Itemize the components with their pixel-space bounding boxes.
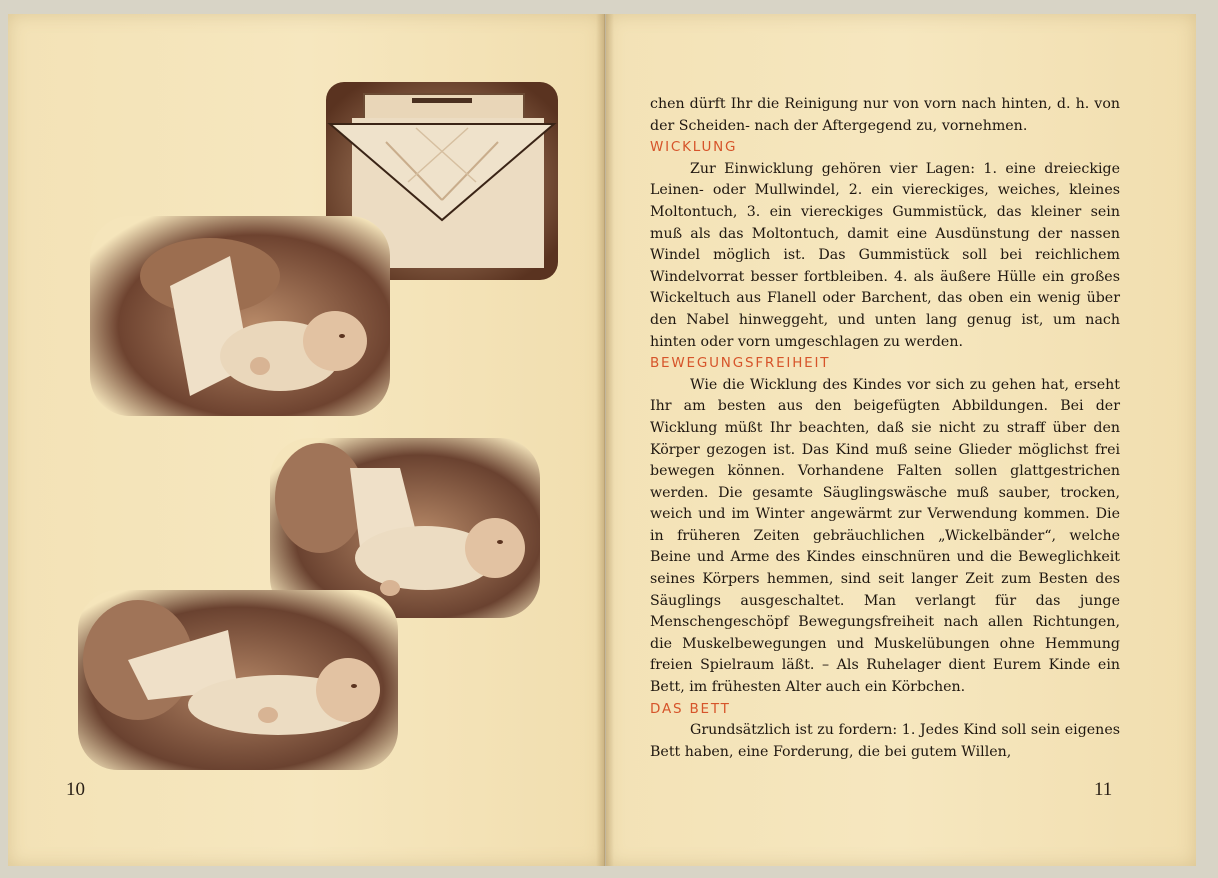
heading-bewegungsfreiheit: BEWEGUNGSFREIHEIT	[650, 355, 831, 372]
page-number-left: 10	[66, 779, 85, 800]
baby-wrapping-photo-3	[78, 590, 398, 770]
book-gutter	[596, 14, 614, 866]
heading-wicklung: WICKLUNG	[650, 139, 738, 156]
page-text	[650, 94, 1120, 763]
heading-das-bett: DAS BETT	[650, 700, 731, 717]
paragraph-wicklung: Zur Einwicklung gehören vier Lagen: 1. eine dreieckige Leinen- oder Mullwindel, 2. ein viereckiges, weiches, kleines Moltontuch, 3. ein viereckiges Gummistück, das kleiner sein muß als das Moltontuch, damit eine Ausdünstung der nassen Windel möglich ist. Das Gummistück soll bei reichlichem Windelvorrat besser fortbleiben. 4. als äußere Hülle ein großes Wickeltuch aus Flanell oder Barchent, das oben ein wenig über den Nabel hinweggeht, und unten lang genug ist, um nach hinten oder vorn umgeschlagen zu werden.	[650, 160, 1120, 350]
paragraph-bewegungsfreiheit: Wie die Wicklung des Kindes vor sich zu gehen hat, erseht Ihr am besten aus den beigefügten Abbildungen. Bei der Wicklung müßt Ihr beachten, daß sie nicht zu straff über den Körper gezogen ist. Das Kind muß seine Glieder möglichst frei bewegen können. Vorhandene Falten sollen glattgestrichen werden. Die gesamte Säuglingswäsche muß sauber, trocken, weich und im Winter angewärmt zur Verwendung kommen. Die in früheren Zeiten gebräuchlichen „Wickelbänder“, welche Beine und Arme des Kindes einschnüren und die Beweglichkeit seines Körpers hemmen, sind seit langer Zeit zum Besten des Säuglings ausgeschaltet. Man verlangt für das junge Menschengeschöpf Bewegungsfreiheit nach allen Richtungen, die Muskelbewegungen und Muskelübungen ohne Hemmung freien Spielraum läßt. – Als Ruhelager dient Eurem Kinde ein Bett, im frühesten Alter auch ein Körbchen.	[650, 376, 1120, 696]
paragraph-das-bett: Grundsätzlich ist zu fordern: 1. Jedes Kind soll sein eigenes Bett haben, eine Forderung, die bei gutem Willen,	[650, 722, 1120, 760]
paragraph-continuation: chen dürft Ihr die Reinigung nur von vorn nach hinten, d. h. von der Scheiden- nach der Aftergegend zu, vornehmen.	[650, 96, 1120, 134]
page-number-right: 11	[1094, 779, 1113, 800]
baby-wrapping-photo-1	[90, 216, 390, 416]
